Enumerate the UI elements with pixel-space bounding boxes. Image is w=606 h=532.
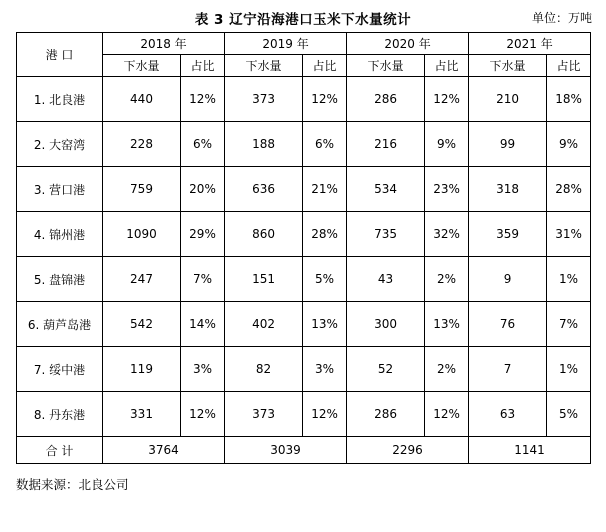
cell-amount: 52 [347,347,425,392]
cell-share: 31% [547,212,591,257]
table-row [17,122,591,167]
port-name: 5. 盘锦港 [17,257,103,302]
cell-share: 18% [547,77,591,122]
cell-amount: 1090 [103,212,181,257]
cell-share: 20% [181,167,225,212]
cell-amount: 402 [225,302,303,347]
corn-shipment-table [16,32,591,464]
header-year-2018: 2018 年 [103,33,225,55]
cell-share: 28% [303,212,347,257]
cell-share: 12% [425,392,469,437]
header-port: 港 口 [17,33,103,77]
cell-share: 9% [547,122,591,167]
cell-share: 13% [425,302,469,347]
cell-amount: 636 [225,167,303,212]
table-row [17,167,591,212]
table-row [17,77,591,122]
port-name: 8. 丹东港 [17,392,103,437]
cell-share: 12% [303,392,347,437]
source-note: 数据来源：北良公司 [16,477,129,492]
table-body [17,77,591,464]
header-amount-2021: 下水量 [469,55,547,77]
cell-share: 5% [547,392,591,437]
cell-amount: 286 [347,392,425,437]
header-amount-2018: 下水量 [103,55,181,77]
cell-share: 32% [425,212,469,257]
cell-amount: 216 [347,122,425,167]
cell-share: 21% [303,167,347,212]
table-row [17,392,591,437]
port-name: 7. 绥中港 [17,347,103,392]
cell-amount: 9 [469,257,547,302]
table-header [17,33,591,77]
header-row-years [17,33,591,55]
cell-share: 12% [303,77,347,122]
cell-amount: 534 [347,167,425,212]
cell-share: 12% [425,77,469,122]
cell-amount: 860 [225,212,303,257]
cell-amount: 7 [469,347,547,392]
cell-amount: 188 [225,122,303,167]
table-row [17,257,591,302]
cell-share: 6% [181,122,225,167]
cell-share: 13% [303,302,347,347]
port-name: 3. 营口港 [17,167,103,212]
cell-amount: 318 [469,167,547,212]
total-2021: 1141 [469,437,591,464]
cell-amount: 286 [347,77,425,122]
cell-share: 2% [425,347,469,392]
header-year-2019: 2019 年 [225,33,347,55]
cell-share: 14% [181,302,225,347]
table-row [17,302,591,347]
total-label: 合 计 [17,437,103,464]
header-share-2018: 占比 [181,55,225,77]
cell-amount: 247 [103,257,181,302]
cell-amount: 373 [225,77,303,122]
cell-share: 9% [425,122,469,167]
page-title: 表 3 辽宁沿海港口玉米下水量统计 [194,12,412,28]
header-amount-2019: 下水量 [225,55,303,77]
cell-amount: 331 [103,392,181,437]
cell-share: 7% [547,302,591,347]
cell-share: 7% [181,257,225,302]
cell-amount: 359 [469,212,547,257]
table-row [17,212,591,257]
header-amount-2020: 下水量 [347,55,425,77]
cell-amount: 373 [225,392,303,437]
total-2019: 3039 [225,437,347,464]
cell-amount: 151 [225,257,303,302]
cell-amount: 759 [103,167,181,212]
cell-share: 3% [303,347,347,392]
port-name: 4. 锦州港 [17,212,103,257]
cell-amount: 43 [347,257,425,302]
header-row-subs [17,55,591,77]
cell-share: 28% [547,167,591,212]
table-row [17,347,591,392]
cell-amount: 99 [469,122,547,167]
cell-share: 23% [425,167,469,212]
header-share-2020: 占比 [425,55,469,77]
cell-share: 12% [181,392,225,437]
cell-share: 5% [303,257,347,302]
cell-amount: 440 [103,77,181,122]
table-total-row [17,437,591,464]
header-year-2020: 2020 年 [347,33,469,55]
cell-amount: 82 [225,347,303,392]
title-row [14,0,592,32]
port-name: 6. 葫芦岛港 [17,302,103,347]
cell-amount: 735 [347,212,425,257]
port-name: 2. 大窑湾 [17,122,103,167]
unit-note: 单位：万吨 [531,11,592,25]
cell-amount: 210 [469,77,547,122]
cell-share: 29% [181,212,225,257]
total-2018: 3764 [103,437,225,464]
port-name: 1. 北良港 [17,77,103,122]
cell-amount: 119 [103,347,181,392]
cell-share: 2% [425,257,469,302]
cell-share: 3% [181,347,225,392]
header-year-2021: 2021 年 [469,33,591,55]
cell-amount: 300 [347,302,425,347]
header-share-2019: 占比 [303,55,347,77]
cell-share: 1% [547,347,591,392]
total-2020: 2296 [347,437,469,464]
cell-amount: 63 [469,392,547,437]
cell-amount: 228 [103,122,181,167]
header-share-2021: 占比 [547,55,591,77]
cell-share: 1% [547,257,591,302]
cell-amount: 76 [469,302,547,347]
cell-share: 12% [181,77,225,122]
cell-share: 6% [303,122,347,167]
cell-amount: 542 [103,302,181,347]
